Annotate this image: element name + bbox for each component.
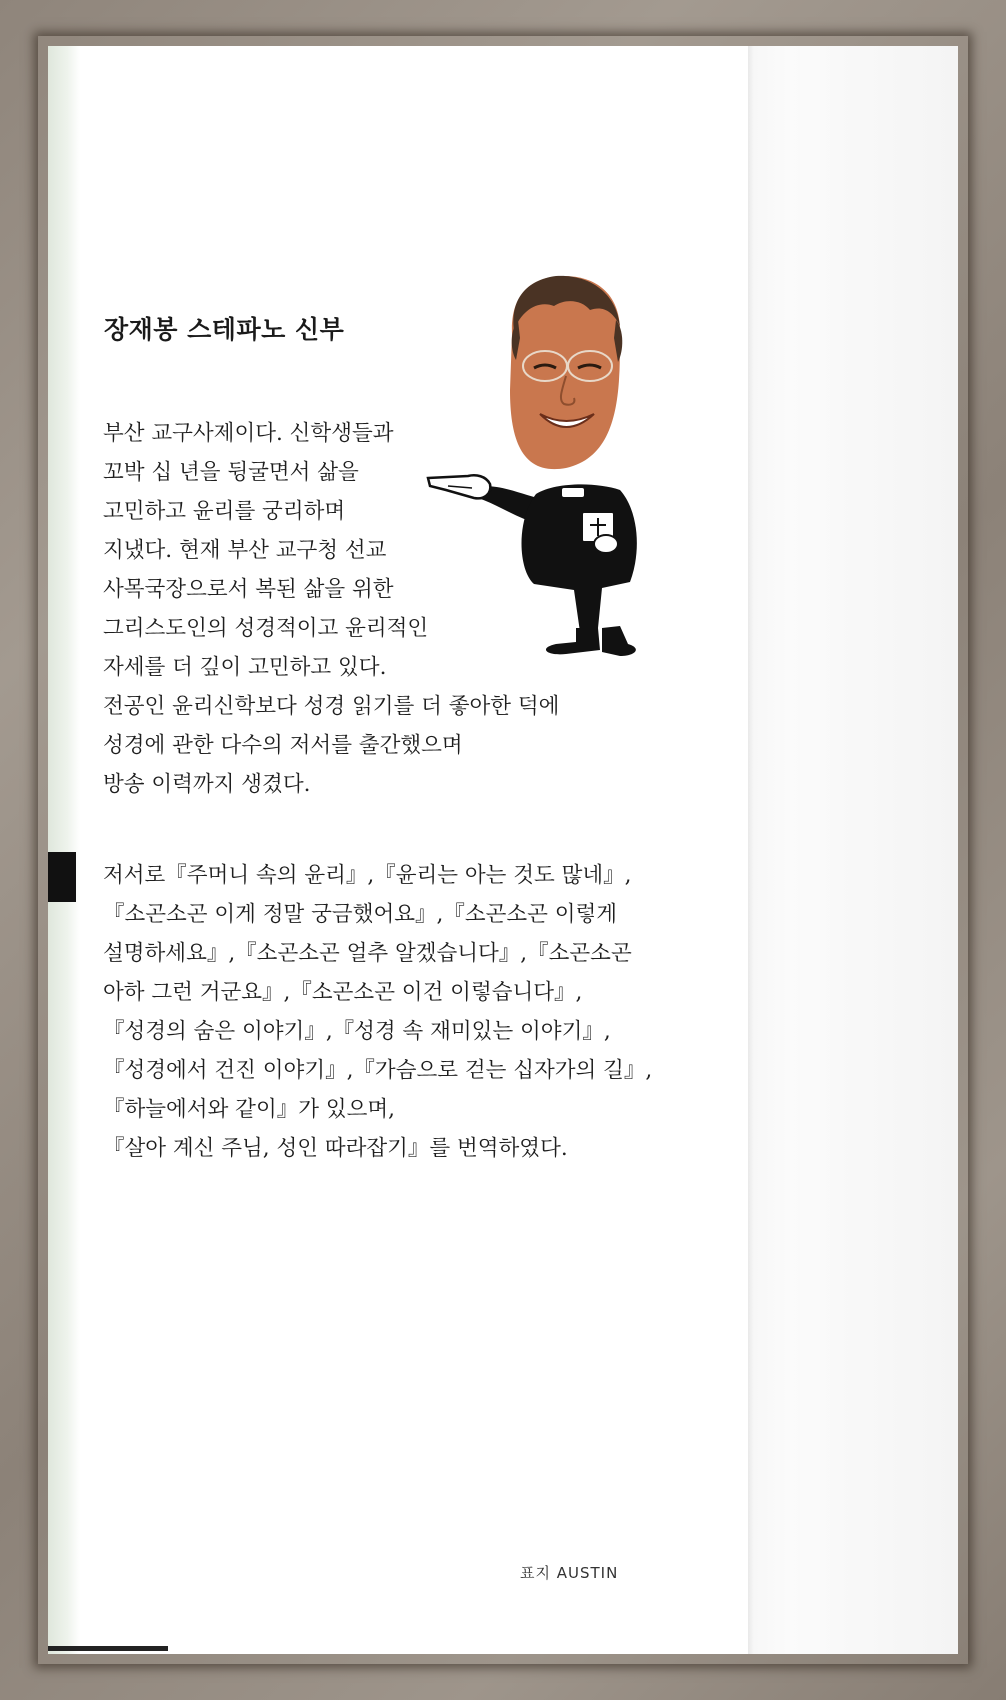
author-works — [103, 856, 743, 1168]
works-line: 아하 그런 거군요』,『소곤소곤 이건 이렇습니다』, — [103, 980, 583, 1005]
author-biography — [103, 414, 743, 804]
works-line: 『소곤소곤 이게 정말 궁금했어요』,『소곤소곤 이렇게 — [103, 902, 618, 927]
bio-line: 성경에 관한 다수의 저서를 출간했으며 — [103, 733, 463, 758]
bio-line: 꼬박 십 년을 뒹굴면서 삶을 — [103, 460, 359, 485]
works-line: 저서로『주머니 속의 윤리』,『윤리는 아는 것도 많네』, — [103, 863, 632, 888]
bio-line: 전공인 윤리신학보다 성경 읽기를 더 좋아한 덕에 — [103, 694, 560, 719]
bio-line: 사목국장으로서 복된 삶을 위한 — [103, 577, 394, 602]
bio-line: 자세를 더 깊이 고민하고 있다. — [103, 655, 387, 680]
bio-line: 부산 교구사제이다. 신학생들과 — [103, 421, 394, 446]
bio-line: 방송 이력까지 생겼다. — [103, 772, 311, 797]
book-flap-page — [48, 46, 958, 1654]
bio-line: 그리스도인의 성경적이고 윤리적인 — [103, 616, 429, 641]
cover-credit: 표지 AUSTIN — [520, 1564, 619, 1582]
page-edge — [48, 46, 80, 1654]
bio-line: 지냈다. 현재 부산 교구청 선교 — [103, 538, 387, 563]
bottom-edge-mark — [48, 1646, 168, 1651]
black-tab-mark — [48, 852, 76, 902]
bio-line: 고민하고 윤리를 궁리하며 — [103, 499, 346, 524]
cover-fold — [748, 46, 958, 1654]
works-line: 설명하세요』,『소곤소곤 얼추 알겠습니다』,『소곤소곤 — [103, 941, 632, 966]
works-line: 『성경에서 건진 이야기』,『가슴으로 걷는 십자가의 길』, — [103, 1058, 653, 1083]
works-line: 『살아 계신 주님, 성인 따라잡기』를 번역하였다. — [103, 1136, 568, 1161]
works-line: 『하늘에서와 같이』가 있으며, — [103, 1097, 395, 1122]
works-line: 『성경의 숨은 이야기』,『성경 속 재미있는 이야기』, — [103, 1019, 611, 1044]
author-name: 장재봉 스테파노 신부 — [104, 315, 345, 344]
